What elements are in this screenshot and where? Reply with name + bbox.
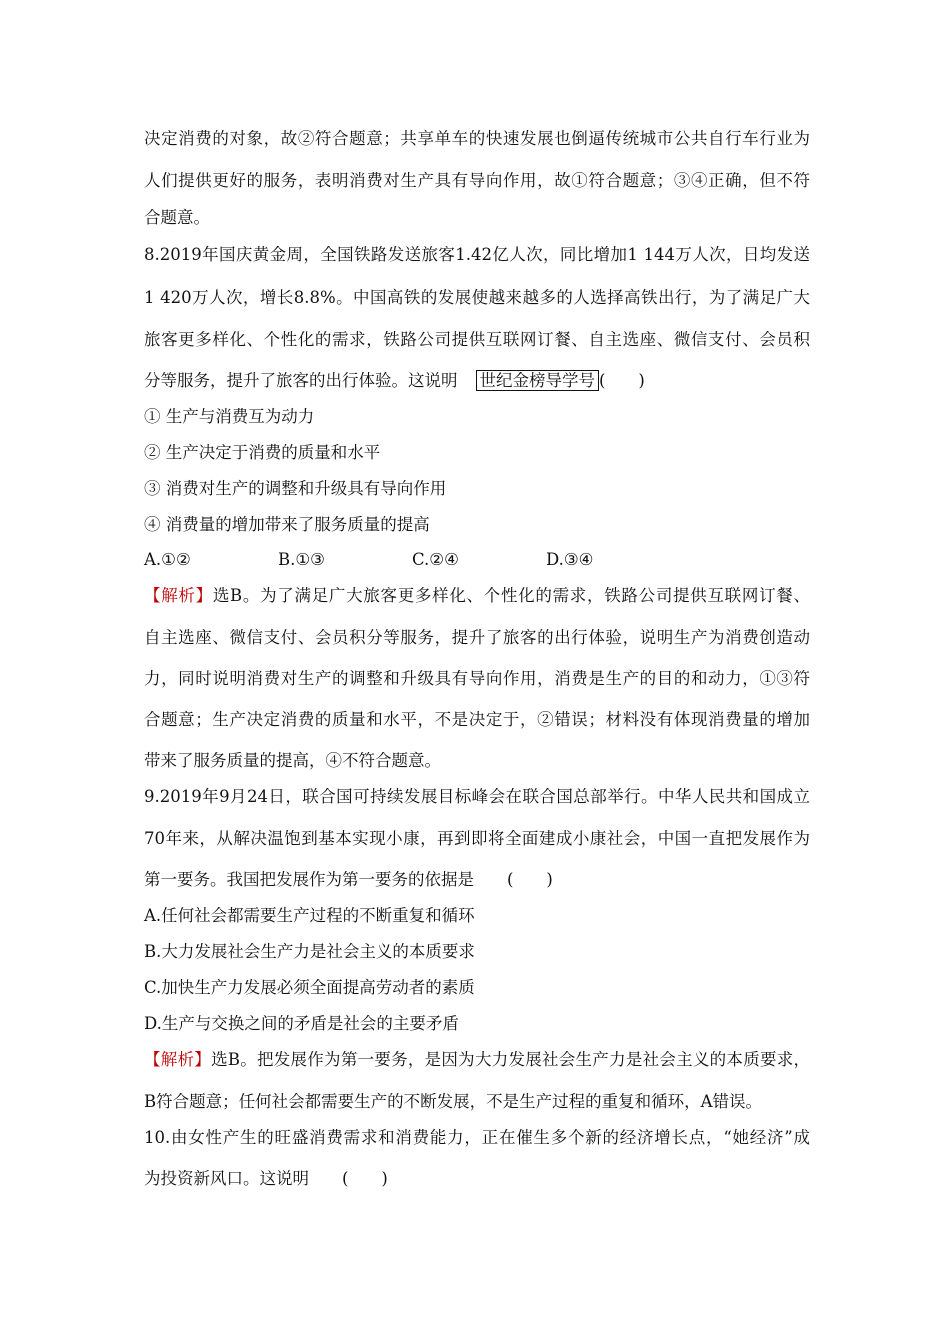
question-8-analysis [144,585,810,607]
question-8-item: ③ 消费对生产的调整和升级具有导向作用 [144,479,447,498]
option-c: C.②④ [412,550,459,569]
question-9-stem: 第一要务。我国把发展作为第一要务的依据是 ( ) [144,870,553,889]
question-9-analysis [144,1049,810,1071]
question-9-stem: 9.2019年9月24日，联合国可持续发展目标峰会在联合国总部举行。中华人民共和国成立 [144,787,810,806]
question-8-analysis: 合题意；生产决定消费的质量和水平，不是决定于，②错误；材料没有体现消费量的增加 [144,710,810,729]
question-8-item: ② 生产决定于消费的质量和水平 [144,443,381,462]
watermark-label: 世纪金榜导学号 [476,370,600,391]
question-8-item: ④ 消费量的增加带来了服务质量的提高 [144,515,430,534]
question-8-analysis: 带来了服务质量的提高，④不符合题意。 [144,751,441,770]
prev-explanation-line: 合题意。 [144,208,210,227]
answer-bracket: ( ) [599,371,645,390]
question-8-stem: 1 420万人次，增长8.8%。中国高铁的发展使越来越多的人选择高铁出行，为了满足广大 [144,288,810,307]
analysis-tag: 【解析】 [144,1050,212,1069]
option-b: B.①③ [278,550,325,569]
question-10-stem: 为投资新风口。这说明 ( ) [144,1169,388,1188]
question-9-option: C.加快生产力发展必须全面提高劳动者的素质 [144,978,475,997]
question-8-stem-text: 分等服务，提升了旅客的出行体验。这说明 [144,371,458,390]
question-8-item: ① 生产与消费互为动力 [144,407,315,426]
question-10-stem: 10.由女性产生的旺盛消费需求和消费能力，正在催生多个新的经济增长点，“她经济”成 [144,1128,810,1147]
prev-explanation-line: 人们提供更好的服务，表明消费对生产具有导向作用，故①符合题意；③④正确，但不符 [144,171,810,190]
option-a: A.①② [144,550,191,569]
analysis-tag: 【解析】 [144,586,213,605]
question-8-analysis: 力，同时说明消费对生产的调整和升级具有导向作用，消费是生产的目的和动力，①③符 [144,669,810,688]
question-9-option: B.大力发展社会生产力是社会主义的本质要求 [144,942,475,961]
question-8-stem: 8.2019年国庆黄金周，全国铁路发送旅客1.42亿人次，同比增加1 144万人次，日均发送 [144,245,810,264]
analysis-text: 选B。为了满足广大旅客更多样化、个性化的需求，铁路公司提供互联网订餐、 [212,586,810,605]
option-d: D.③④ [546,550,594,569]
analysis-text: 选B。把发展作为第一要务，是因为大力发展社会生产力是社会主义的本质要求， [211,1050,810,1069]
question-8-options [144,549,810,571]
prev-explanation-line: 决定消费的对象，故②符合题意；共享单车的快速发展也倒逼传统城市公共自行车行业为 [144,129,810,148]
question-9-stem: 70年来，从解决温饱到基本实现小康，再到即将全面建成小康社会，中国一直把发展作为 [144,829,810,848]
question-8-stem-last [144,370,810,392]
question-9-option: D.生产与交换之间的矛盾是社会的主要矛盾 [144,1014,459,1033]
question-8-analysis: 自主选座、微信支付、会员积分等服务，提升了旅客的出行体验，说明生产为消费创造动 [144,628,810,647]
question-9-option: A.任何社会都需要生产过程的不断重复和循环 [144,906,475,925]
question-9-analysis: B符合题意；任何社会都需要生产的不断发展，不是生产过程的重复和循环，A错误。 [144,1092,763,1111]
question-8-stem: 旅客更多样化、个性化的需求，铁路公司提供互联网订餐、自主选座、微信支付、会员积 [144,330,810,349]
